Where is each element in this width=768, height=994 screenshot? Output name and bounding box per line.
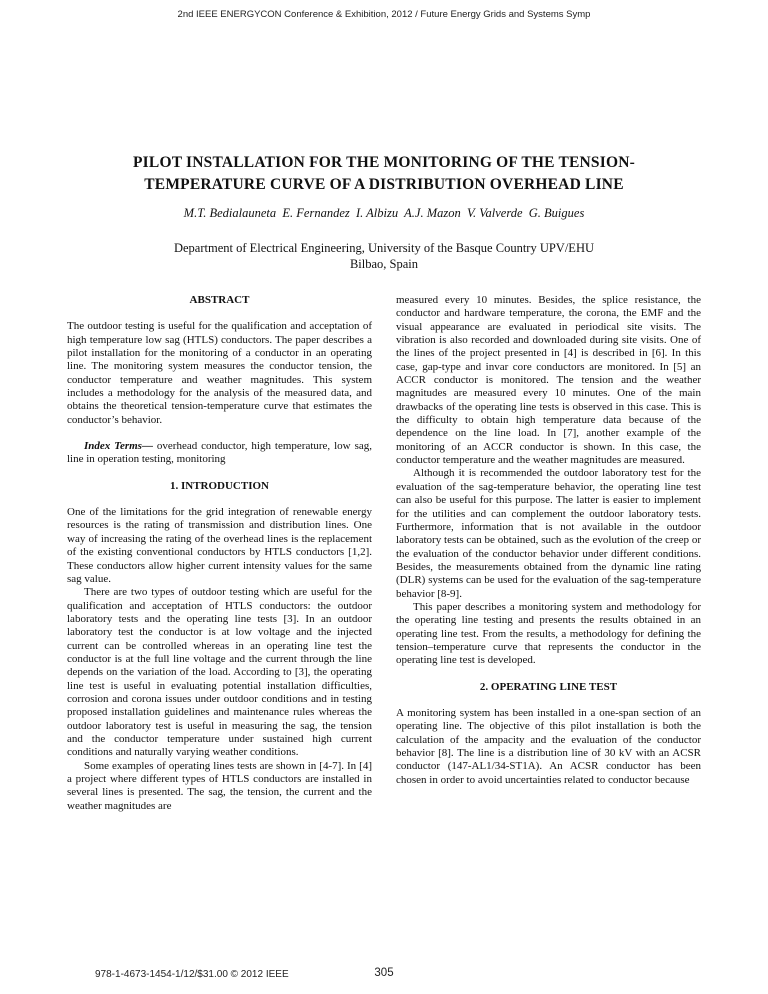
intro-paragraph-6: This paper describes a monitoring system and methodology for the operating line testing and presents the results obtained in an operating line test. From the results, a methodology for defining the tension–temperature curve that represents the conductor in the operating line test is developed. bbox=[396, 600, 701, 667]
affiliation bbox=[0, 240, 768, 272]
page-number: 305 bbox=[374, 967, 394, 979]
running-header: 2nd IEEE ENERGYCON Conference & Exhibition, 2012 / Future Energy Grids and Systems Symp bbox=[177, 9, 591, 20]
intro-paragraph-4: measured every 10 minutes. Besides, the splice resistance, the conductor and hardware temperature, the corona, the EMF and the visual appearance are evaluated in periodical site visits. The vibration is also recorded and downloaded during site visits. One of the lines of the project presented in [4] is described in [6]. In this case, gap-type and invar core conductors are monitored. In [5] an ACCR conductor is monitored. The tension and the weather magnitudes are measured every 10 minutes. One of the main drawbacks of the operating line tests is observed in this case. This is the difficulty to obtain high temperature data because of the dependence on the line load. In [7], another example of the monitoring of an ACCR conductor is shown. In this case, the conductor temperature and the weather magnitudes are measured. bbox=[396, 294, 701, 467]
affiliation-line1: Department of Electrical Engineering, University of the Basque Country UPV/EHU bbox=[173, 241, 595, 255]
introduction-heading: 1. INTRODUCTION bbox=[169, 479, 269, 492]
intro-paragraph-2: There are two types of outdoor testing which are useful for the qualification and acceptation of HTLS conductors: the outdoor laboratory tests and the operating line tests [3]. In an outdoor laboratory test the conductor is at low voltage and the injected current can be controlled whereas in an operating line test the conductor is at the full line voltage and the current through the line depends on the variation of the load. According to [3], the operating line test is useful in evaluating potential installation difficulties, corrosion and corona issues under outdoor conditions and in testing proposed installation guidelines and maintenance rules whereas the outdoor laboratory test is useful in measuring the sag, the tension and the conductor temperature under sustained high current conditions and naturally varying weather conditions. bbox=[67, 586, 372, 759]
operating-line-test-paragraph-1: A monitoring system has been installed in a one-span section of an operating line. The objective of this pilot installation is both the calculation of the ampacity and the evaluation of the conductor behavior [8]. The line is a distribution line of 30 kV with an ACSR conductor (147-AL1/34-ST1A). An ACSR conductor has been chosen in order to avoid uncertainties related to conductor because bbox=[396, 706, 701, 786]
paper-title-line1: PILOT INSTALLATION FOR THE MONITORING OF THE TENSION- bbox=[133, 154, 635, 171]
index-terms-paragraph bbox=[67, 440, 372, 467]
intro-paragraph-3: Some examples of operating lines tests are shown in [4-7]. In [4] a project where different types of HTLS conductors are installed in several lines is presented. The sag, the tension, the current and the weather magnitudes are bbox=[67, 759, 372, 812]
index-terms-text: overhead conductor, high temperature, low sag, line in operation testing, monitoring bbox=[67, 440, 372, 466]
paper-title bbox=[84, 152, 684, 196]
operating-line-test-heading: 2. OPERATING LINE TEST bbox=[479, 680, 618, 693]
abstract-heading: ABSTRACT bbox=[189, 294, 250, 306]
right-column bbox=[396, 294, 701, 787]
abstract-paragraph: The outdoor testing is useful for the qualification and acceptation of high temperature low sag (HTLS) conductors. The paper describes a pilot installation for the monitoring of a conductor in an operating line. The monitoring system measures the conductor tension, the conductor temperature and weather magnitudes. This system includes a methodology for the analysis of the measured data, and obtains the theoretical tension-temperature curve that estimates the conductor’s behavior. bbox=[67, 320, 372, 426]
paper-title-line2: TEMPERATURE CURVE OF A DISTRIBUTION OVERHEAD LINE bbox=[144, 176, 624, 193]
copyright-notice: 978-1-4673-1454-1/12/$31.00 © 2012 IEEE bbox=[95, 969, 289, 980]
affiliation-line2: Bilbao, Spain bbox=[349, 257, 419, 271]
index-terms-label: Index Terms— bbox=[84, 440, 153, 453]
authors-line: M.T. Bedialauneta E. Fernandez I. Albizu A.J. Mazon V. Valverde G. Buigues bbox=[183, 206, 585, 220]
intro-paragraph-1: One of the limitations for the grid integration of renewable energy resources is the rating of transmission and distribution lines. One way of increasing the rating of the overhead lines is the replacement of the existing conventional conductors by HTLS conductors [1,2]. These conductors allow higher current intensity values for the same sag value. bbox=[67, 506, 372, 585]
left-column bbox=[67, 294, 372, 813]
intro-paragraph-5: Although it is recommended the outdoor laboratory test for the evaluation of the sag-temperature behavior, the operating line test can also be useful for this purpose. The latter is easier to implement for the utilities and can complement the outdoor laboratory tests. Furthermore, information that is not available in the outdoor laboratory tests can be obtained, such as the evolution of the creep or the evaluation of the conductor behavior under different conditions. Besides, the measurements obtained from the dynamic line rating (DLR) systems can be used for the evaluation of the sag-temperature behavior [8-9]. bbox=[396, 467, 701, 600]
